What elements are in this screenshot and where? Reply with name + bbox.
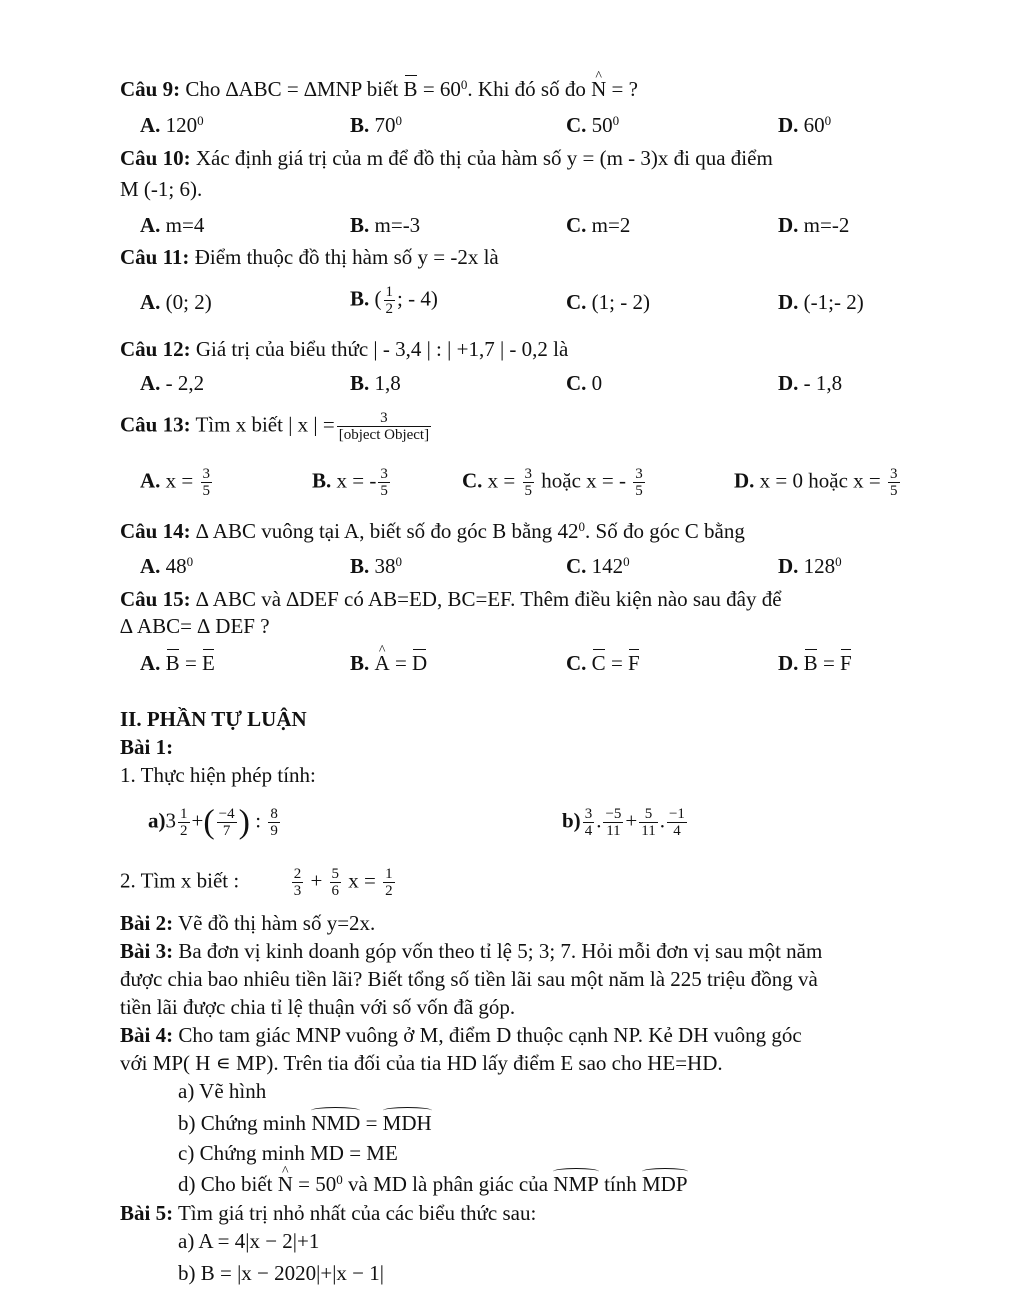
angle-symbol: MDP <box>641 1172 688 1196</box>
exercise-5 <box>120 1200 536 1226</box>
fraction <box>383 866 395 899</box>
q10-option-d[interactable] <box>778 212 849 238</box>
option-key: A. <box>140 113 161 137</box>
q11-option-b[interactable] <box>350 284 438 317</box>
angle-symbol: F <box>628 651 640 675</box>
degree-sup: 0 <box>623 554 630 569</box>
option-key: A. <box>140 468 161 493</box>
question-text: ∆ ABC vuông tại A, biết số đo góc B bằng 42 <box>195 519 579 543</box>
option-value: 0 <box>591 371 603 395</box>
option-value: 60 <box>803 113 825 137</box>
question-text: ∆ ABC= ∆ DEF ? <box>120 614 270 638</box>
q11-option-a[interactable] <box>140 289 212 315</box>
exercise-text: = 50 <box>292 1172 337 1196</box>
angle-symbol: C <box>591 651 606 675</box>
section-heading: II. PHẦN TỰ LUẬN <box>120 707 307 731</box>
question-label: Câu 15: <box>120 587 191 611</box>
numerator: 3 <box>524 466 533 482</box>
numerator: 1 <box>180 806 188 822</box>
option-key: D. <box>778 213 799 237</box>
fraction <box>217 806 237 839</box>
fraction <box>633 466 645 499</box>
option-key: B. <box>350 113 370 137</box>
denominator: 4 <box>584 823 593 839</box>
q12-option-d[interactable] <box>778 370 842 396</box>
exercise-label: Bài 3: <box>120 939 174 963</box>
option-value: 50 <box>591 113 613 137</box>
exercise-4 <box>120 1022 802 1048</box>
fraction <box>378 466 390 499</box>
denominator: 5 <box>380 483 388 499</box>
option-value: hoặc x = - <box>536 468 632 493</box>
q13-option-b[interactable] <box>312 466 392 499</box>
exercise-text: Cho tam giác MNP vuông ở M, điểm D thuộc cạnh NP. Kẻ DH vuông góc <box>173 1023 802 1047</box>
fraction <box>384 284 396 317</box>
numerator: 5 <box>639 806 657 823</box>
operator: : <box>249 808 267 833</box>
denominator: 9 <box>270 823 278 839</box>
question-text: ∆ ABC và ∆DEF có AB=ED, BC=EF. Thêm điều kiện nào sau đây để <box>195 587 782 611</box>
option-key: B. <box>350 213 370 237</box>
sub-item-d <box>178 1171 688 1197</box>
q11-option-c[interactable] <box>566 289 650 315</box>
option-value: ; - 4) <box>397 286 438 311</box>
option-value: 142 <box>591 554 624 578</box>
exercise-label: Bài 1: <box>120 735 174 759</box>
q14-option-d[interactable] <box>778 553 842 579</box>
denominator: 3 <box>293 883 302 899</box>
fraction <box>888 466 900 499</box>
exercise-text: b) Chứng minh <box>178 1111 312 1135</box>
sub-item-b: b) B = |x − 2020|+|x − 1| <box>178 1261 384 1285</box>
exercise-3 <box>120 938 822 964</box>
question-label: Câu 11: <box>120 245 190 269</box>
option-key: A. <box>140 371 161 395</box>
equals: = <box>360 1111 383 1135</box>
option-key: D. <box>778 371 799 395</box>
option-key: D. <box>778 554 799 578</box>
option-key: C. <box>566 290 587 314</box>
fraction <box>201 466 213 499</box>
exercise-text: tiền lãi được chia tỉ lệ thuận với số vốn đã góp. <box>120 995 516 1019</box>
option-key: B. <box>350 651 370 675</box>
option-value: 120 <box>165 113 198 137</box>
angle-symbol: B <box>165 651 180 675</box>
q15-option-b[interactable] <box>350 650 427 676</box>
b1-expression-a <box>148 803 282 841</box>
exercise-text: với MP( H ∊ MP). Trên tia đối của tia HD lấy điểm E sao cho HE=HD. <box>120 1051 723 1075</box>
degree-sup: 0 <box>578 519 586 534</box>
question-text: Điểm thuộc đồ thị hàm số y = -2x là <box>194 245 499 269</box>
option-value: m=-3 <box>374 213 421 237</box>
option-value: m=-2 <box>803 213 850 237</box>
q13-option-d[interactable] <box>734 466 902 499</box>
q9-option-a[interactable] <box>140 112 204 138</box>
fraction <box>268 806 280 839</box>
q9-option-b[interactable] <box>350 112 402 138</box>
fraction <box>292 866 304 899</box>
fraction <box>337 410 431 443</box>
option-key: B. <box>350 371 370 395</box>
operator: x = <box>343 868 382 893</box>
option-value: 48 <box>165 554 187 578</box>
option-key: B. <box>350 286 370 311</box>
q15-option-c[interactable] <box>566 650 640 676</box>
exercise-text: d) Cho biết <box>178 1172 278 1196</box>
exercise-text: và MD là phân giác của <box>342 1172 554 1196</box>
option-value: (0; 2) <box>165 290 212 314</box>
q12-option-c[interactable] <box>566 370 602 396</box>
denominator: 4 <box>673 823 681 839</box>
numerator: 3 <box>380 466 388 482</box>
question-text: Xác định giá trị của m để đồ thị của hàm số y = (m - 3)x đi qua điểm <box>195 146 773 170</box>
paren-close: ) <box>238 803 250 841</box>
option-value: x = - <box>336 468 377 493</box>
numerator: 3 <box>337 410 431 427</box>
option-value: 1,8 <box>374 371 401 395</box>
option-value: x = 0 hoặc x = <box>759 468 886 493</box>
denominator: 7 <box>222 823 231 839</box>
angle-symbol: NMP <box>553 1172 599 1196</box>
numerator: 8 <box>270 806 278 822</box>
degree-sup: 0 <box>395 554 403 569</box>
equals: = <box>179 651 203 675</box>
option-key: A. <box>140 554 161 578</box>
equals: = <box>389 651 413 675</box>
question-14 <box>120 518 745 544</box>
sub-label: b) <box>562 808 581 833</box>
exercise-2 <box>120 910 375 936</box>
angle-symbol: ^ N <box>278 1171 293 1197</box>
angle-n-symbol: ^ N <box>591 76 606 102</box>
option-key: D. <box>778 290 799 314</box>
operator: . <box>596 808 602 833</box>
question-label: Câu 14: <box>120 519 191 543</box>
option-key: A. <box>140 213 161 237</box>
exercise-label: Bài 4: <box>120 1023 174 1047</box>
option-value: x = <box>487 468 521 493</box>
numerator: 3 <box>635 466 643 482</box>
degree-sup: 0 <box>197 113 204 128</box>
option-key: C. <box>566 213 587 237</box>
option-value: ( <box>374 286 382 311</box>
option-key: D. <box>778 113 799 137</box>
degree-sup: 0 <box>186 554 194 569</box>
numerator: 1 <box>385 866 393 882</box>
denominator: 5 <box>524 483 533 499</box>
q14-option-a[interactable] <box>140 553 193 579</box>
denominator: 2 <box>385 883 393 899</box>
degree-sup: 0 <box>460 77 468 92</box>
q12-option-a[interactable] <box>140 370 204 396</box>
q15-option-d[interactable] <box>778 650 852 676</box>
sub-item-c: c) Chứng minh MD = ME <box>178 1141 398 1165</box>
q9-option-d[interactable] <box>778 112 831 138</box>
b1-part1 <box>120 762 316 788</box>
question-text: . Khi đó số đo <box>467 77 592 101</box>
q12-option-b[interactable] <box>350 370 401 396</box>
sub-item-b <box>178 1110 432 1136</box>
whole-number: 3 <box>165 808 176 833</box>
question-label: Câu 9: <box>120 77 181 101</box>
denominator: 5 <box>890 483 898 499</box>
exercise-text: 2. Tìm x biết : <box>120 868 240 893</box>
option-value: (1; - 2) <box>591 290 650 314</box>
question-label: Câu 10: <box>120 146 191 170</box>
numerator: 3 <box>202 466 211 482</box>
question-text: = ? <box>606 77 638 101</box>
angle-symbol: MDH <box>382 1111 432 1135</box>
b1-expression-b <box>562 806 689 839</box>
denominator: 2 <box>180 823 188 839</box>
question-10 <box>120 145 773 171</box>
option-key: B. <box>312 468 332 493</box>
angle-symbol: ^ A <box>375 650 390 676</box>
angle-symbol: E <box>202 651 215 675</box>
numerator: 1 <box>385 284 394 300</box>
q14-option-b[interactable] <box>350 553 402 579</box>
option-key: C. <box>566 554 587 578</box>
exercise-text: Ba đơn vị kinh doanh góp vốn theo tỉ lệ 5; 3; 7. Hỏi mỗi đơn vị sau một năm <box>178 939 823 963</box>
question-11 <box>120 244 499 270</box>
numerator: 5 <box>331 866 340 882</box>
fraction <box>178 806 190 839</box>
option-value: - 2,2 <box>165 371 205 395</box>
operator: + <box>625 808 638 833</box>
denominator: 5 <box>635 483 643 499</box>
numerator: −4 <box>218 806 235 822</box>
exercise-text: Tìm giá trị nhỏ nhất của các biểu thức sau: <box>177 1201 537 1225</box>
question-13 <box>120 410 433 443</box>
numerator: 3 <box>584 806 593 822</box>
exercise-text: Vẽ đồ thị hàm số y=2x. <box>177 911 376 935</box>
degree-sup: 0 <box>835 554 842 569</box>
question-text: Cho ∆ABC = ∆MNP biết <box>185 77 404 101</box>
q14-option-c[interactable] <box>566 553 630 579</box>
exercise-text: 1. Thực hiện phép tính: <box>120 763 316 787</box>
angle-symbol: B <box>803 651 818 675</box>
denominator: 2 <box>385 301 394 317</box>
equals: = <box>605 651 629 675</box>
denominator: 11 <box>606 823 621 839</box>
option-value: x = <box>165 468 199 493</box>
paren-open: ( <box>203 803 215 841</box>
q10-option-c[interactable] <box>566 212 630 238</box>
question-text: . Số đo góc C bằng <box>585 519 745 543</box>
fraction <box>583 806 595 839</box>
operator: . <box>659 808 665 833</box>
q13-option-a[interactable] <box>140 466 214 499</box>
exercise-text: được chia bao nhiêu tiền lãi? Biết tổng số tiền lãi sau một năm là 225 triệu đồng và <box>120 967 818 991</box>
fraction <box>603 806 623 839</box>
fraction <box>667 806 687 839</box>
option-value: m=4 <box>165 213 205 237</box>
option-key: A. <box>140 651 161 675</box>
degree-sup: 0 <box>612 113 620 128</box>
q13-option-c[interactable] <box>462 466 647 499</box>
angle-symbol: F <box>840 651 852 675</box>
q10-option-a[interactable] <box>140 212 204 238</box>
question-label: Câu 13: <box>120 412 191 437</box>
q15-option-a[interactable] <box>140 650 215 676</box>
numerator: −1 <box>668 806 685 822</box>
denominator: 11 <box>641 823 656 839</box>
operator: + <box>191 808 204 833</box>
numerator: 2 <box>293 866 302 882</box>
option-key: D. <box>778 651 799 675</box>
q11-option-d[interactable] <box>778 289 864 315</box>
option-key: A. <box>140 290 161 314</box>
question-text: M (-1; 6). <box>120 177 203 201</box>
question-15 <box>120 586 782 612</box>
option-value: 38 <box>374 554 396 578</box>
numerator: −5 <box>605 806 622 822</box>
q10-option-b[interactable] <box>350 212 420 238</box>
degree-sup: 0 <box>395 113 403 128</box>
fraction <box>330 866 342 899</box>
angle-symbol: D <box>412 651 428 675</box>
exercise-text: tính <box>598 1172 642 1196</box>
fraction <box>523 466 535 499</box>
option-key: C. <box>566 651 587 675</box>
numerator: 3 <box>890 466 898 482</box>
option-value: - 1,8 <box>803 371 843 395</box>
option-key: C. <box>462 468 483 493</box>
option-value: (-1;- 2) <box>803 290 864 314</box>
degree-sup: 0 <box>336 1172 343 1187</box>
exercise-label: Bài 2: <box>120 911 174 935</box>
b1-part2 <box>120 866 397 899</box>
question-text: Giá trị của biểu thức | - 3,4 | : | +1,7 | - 0,2 là <box>195 337 569 361</box>
question-12 <box>120 336 568 362</box>
fraction <box>639 806 657 839</box>
option-value: 128 <box>803 554 836 578</box>
question-text: Tìm x biết | x | = <box>195 412 335 437</box>
q9-option-c[interactable] <box>566 112 619 138</box>
degree-sup: 0 <box>824 113 832 128</box>
question-text: = 60 <box>417 77 461 101</box>
sub-label: a) <box>148 808 166 833</box>
sub-item-a: a) A = 4|x − 2|+1 <box>178 1229 320 1253</box>
sub-item-a: a) Vẽ hình <box>178 1079 267 1103</box>
angle-b-symbol: B <box>403 77 418 101</box>
question-9 <box>120 76 638 102</box>
option-key: C. <box>566 113 587 137</box>
option-key: D. <box>734 468 755 493</box>
denominator: 5 <box>202 483 211 499</box>
question-label: Câu 12: <box>120 337 191 361</box>
option-key: B. <box>350 554 370 578</box>
option-value: 70 <box>374 113 396 137</box>
denominator: 6 <box>331 883 340 899</box>
denominator: [object Object] <box>338 427 430 443</box>
operator: + <box>305 868 328 893</box>
exercise-label: Bài 5: <box>120 1201 174 1225</box>
option-value: m=2 <box>591 213 631 237</box>
angle-symbol: NMD <box>311 1111 361 1135</box>
equals: = <box>817 651 841 675</box>
option-key: C. <box>566 371 587 395</box>
